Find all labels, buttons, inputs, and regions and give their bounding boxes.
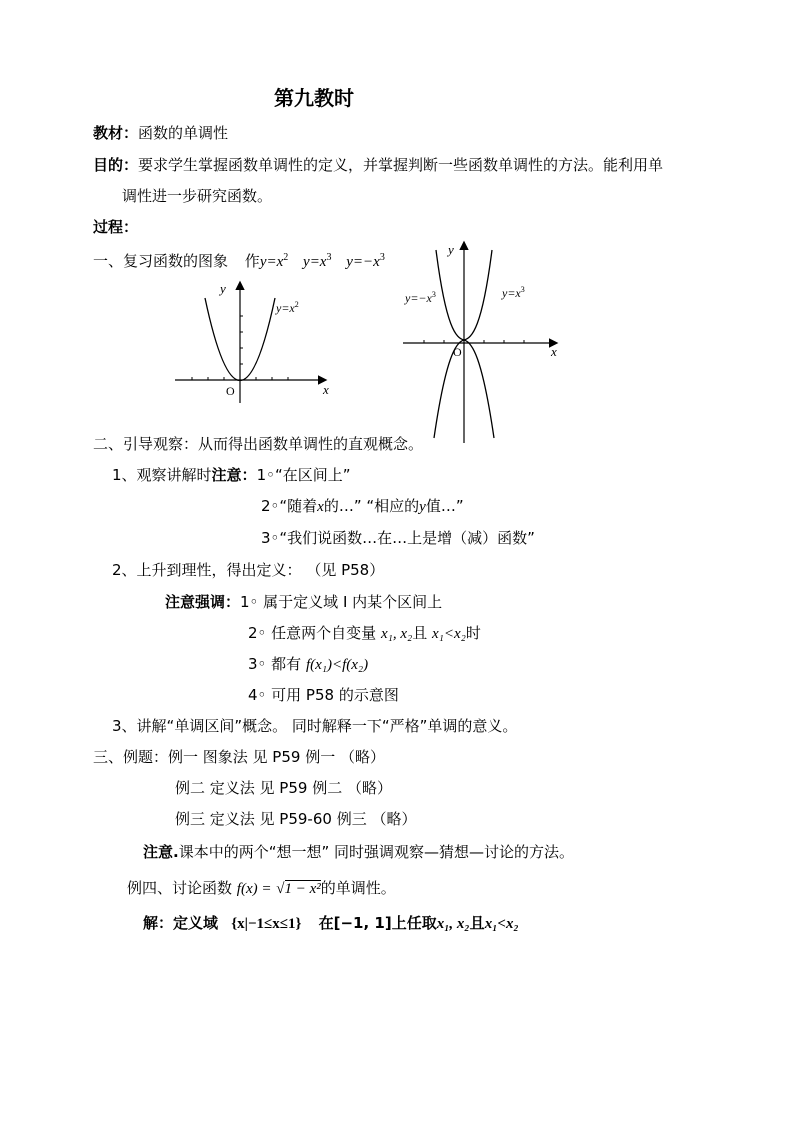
note-3: 3◦“我们说函数…在…上是增（减）函数” <box>261 529 535 547</box>
graph2-y-label: y <box>448 242 454 257</box>
section1-zuo: 作 <box>244 252 260 270</box>
note-2: 2◦“随着x的…” “相应的y值…” <box>261 497 464 515</box>
note-label: 注意. <box>143 843 179 861</box>
material-text: 函数的单调性 <box>138 124 229 142</box>
note-2-y: y <box>419 499 426 515</box>
section2-item2: 2、上升到理性，得出定义： （见 P58） <box>112 561 385 579</box>
emphasis-3: 3◦ 都有 f(x₁)<f(x₂) <box>248 655 369 673</box>
section2-item1 <box>112 465 351 485</box>
formula-1-exp: 2 <box>283 252 289 263</box>
graph-parabola <box>170 278 340 408</box>
curve-neg-cubic <box>436 250 494 438</box>
emphasis-2-vars: x₁, x₂ <box>380 626 413 642</box>
emphasis-4: 4◦ 可用 P58 的示意图 <box>248 686 399 704</box>
formula-1: y=x <box>259 254 284 270</box>
material-line <box>93 123 228 143</box>
note-2-x: x <box>317 499 324 515</box>
example-4-radicand: 1 − x² <box>284 881 321 897</box>
note-1: 1◦“在区间上” <box>256 466 351 484</box>
graph1-x-label: x <box>323 382 329 397</box>
page-title: 第九教时 <box>274 86 354 110</box>
sqrt-sign: √1 − x² <box>276 881 321 897</box>
graph-cubic <box>398 238 568 446</box>
goal-text-1: 要求学生掌握函数单调性的定义，并掌握判断一些函数单调性的方法。能利用单 <box>138 156 664 174</box>
formula-3-exp: 3 <box>379 252 385 263</box>
graph2-origin: O <box>453 345 462 359</box>
formula-3: y=−x <box>346 254 380 270</box>
goal-line-1 <box>93 155 663 175</box>
section1-line <box>93 248 385 272</box>
formula-2: y=x <box>303 254 327 270</box>
goal-label: 目的： <box>93 156 139 174</box>
emphasis-label: 注意强调： <box>165 593 241 611</box>
section2-item3: 3、讲解“单调区间”概念。 同时解释一下“严格”单调的意义。 <box>112 717 518 735</box>
section3-heading: 三、例题：例一 图象法 见 P59 例一 （略） <box>93 748 385 766</box>
solution-mid: 在[−1, 1]上任取 <box>318 914 437 932</box>
graph2-label-right: $y=x^3$ <box>502 285 525 300</box>
material-label: 教材： <box>93 124 139 142</box>
emphasis-2: 2◦ 任意两个自变量 x₁, x₂且 x₁<x₂时 <box>248 624 481 642</box>
solution-vars: x₁, x₂ <box>436 916 470 932</box>
section1-prefix: 一、复习函数的图象 <box>93 252 229 270</box>
graph1-curve-label: $y=x^2$ <box>276 300 299 315</box>
section2-heading: 二、引导观察：从而得出函数单调性的直观概念。 <box>93 435 424 453</box>
solution-domain: {x|−1≤x≤1} <box>231 916 302 932</box>
emphasis-1: 注意强调：1◦ 属于定义域 I 内某个区间上 <box>165 593 443 611</box>
section3-note: 注意.课本中的两个“想一想” 同时强调观察—猜想—讨论的方法。 <box>143 843 575 861</box>
process-label: 过程： <box>93 218 139 236</box>
emphasis-3-math: f(x₁)<f(x₂) <box>305 657 369 673</box>
example-4-func: f(x) = <box>236 881 272 897</box>
goal-text-2: 调性进一步研究函数。 <box>122 187 273 205</box>
graph1-origin: O <box>226 384 235 398</box>
example-4: 例四、讨论函数 f(x) = √1 − x²的单调性。 <box>127 879 396 897</box>
item1-bold: 注意： <box>211 466 257 484</box>
curve-cubic <box>434 250 492 438</box>
solution-cond: x₁<x₂ <box>484 916 519 932</box>
graph1-y-label: y <box>220 281 226 296</box>
formula-2-exp: 3 <box>326 252 332 263</box>
solution-line: 解：定义域 {x|−1≤x≤1} 在[−1, 1]上任取x₁, x₂且x₁<x₂ <box>143 914 519 932</box>
graph2-x-label: x <box>551 344 557 359</box>
graph2-label-left: $y=-x^3$ <box>405 290 436 305</box>
example-3: 例三 定义法 见 P59-60 例三 （略） <box>175 810 417 828</box>
solution-label: 解：定义域 <box>143 914 219 932</box>
item1-prefix: 1、观察讲解时 <box>112 466 212 484</box>
emphasis-2-cond: x₁<x₂ <box>432 626 466 642</box>
example-2: 例二 定义法 见 P59 例二 （略） <box>175 779 392 797</box>
